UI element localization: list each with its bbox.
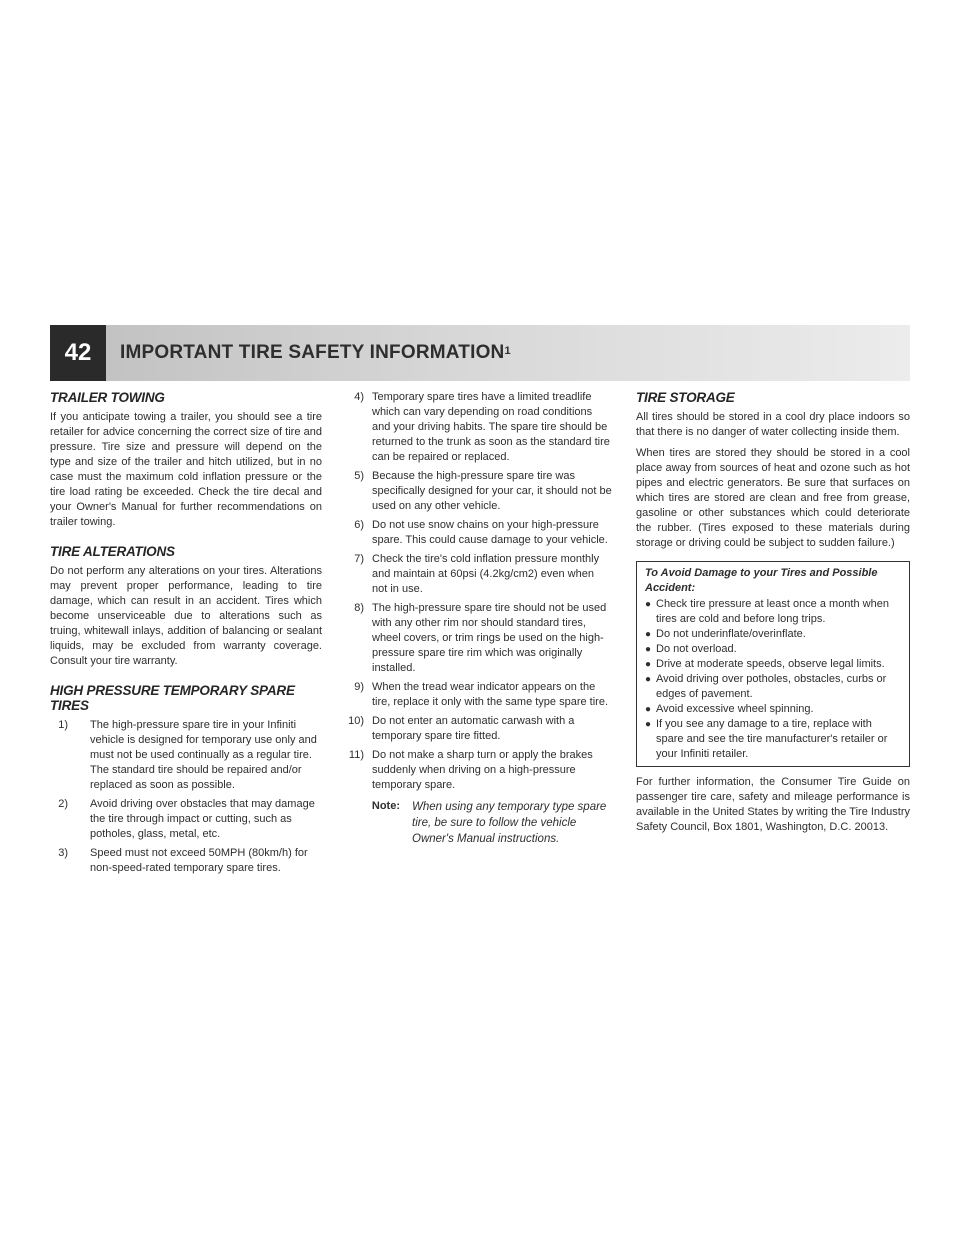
list-item-text: Do not make a sharp turn or apply the brakes suddenly when driving on a high-pressure temporary spare. (372, 749, 593, 791)
warning-item-text: Do not underinflate/overinflate. (656, 628, 806, 640)
page-title (120, 325, 511, 381)
warning-item-text: Avoid driving over potholes, obstacles, curbs or edges of pavement. (656, 673, 887, 700)
list-item-text: Check the tire's cold inflation pressure monthly and maintain at 60psi (4.2kg/cm2) even when not in use. (372, 553, 600, 595)
list-item-text: The high-pressure spare tire in your Infiniti vehicle is designed for temporary use only and must not be used continually as a regular tire. The standard tire should be repaired and/or replaced as soon as possible. (90, 719, 317, 791)
note-text: When using any temporary type spare tire, be sure to follow the vehicle Owner's Manual instructions. (412, 801, 607, 845)
list-item (50, 846, 322, 876)
section-spare-tires (50, 683, 322, 876)
bullet-icon: ● (645, 629, 652, 640)
list-item-number: 10) (348, 715, 364, 727)
column-left (50, 390, 322, 890)
column-middle (342, 390, 612, 847)
list-item-number: 11) (348, 749, 364, 761)
tire-storage-heading: TIRE STORAGE (636, 390, 735, 405)
list-item-text: Do not use snow chains on your high-pressure spare. This could cause damage to your vehicle. (372, 519, 608, 546)
spare-tires-list-part1 (50, 718, 322, 876)
list-item-text: Avoid driving over obstacles that may damage the tire through impact or cutting, such as potholes, glass, metal, etc. (90, 798, 315, 840)
list-item-number: 8) (354, 602, 364, 614)
warning-title: To Avoid Damage to your Tires and Possible Accident: (645, 567, 878, 594)
tire-storage-para1: All tires should be stored in a cool dry place indoors so that there is no danger of water collecting inside them. (636, 411, 910, 438)
bullet-icon: ● (645, 719, 652, 730)
list-item-number: 4) (354, 391, 364, 403)
section-tire-storage (636, 390, 910, 835)
note-label: Note: (371, 800, 400, 812)
list-item (342, 552, 612, 597)
list-item-number: 1) (58, 719, 68, 731)
list-item-text: Temporary spare tires have a limited treadlife which can vary depending on road conditions and your driving habits. The spare tire should be returned to the trunk as soon as the standard tire can be repaired or replaced. (372, 391, 610, 463)
spare-tire-note (342, 799, 612, 847)
list-item (342, 518, 612, 548)
bullet-icon: ● (645, 599, 652, 610)
list-item-text: The high-pressure spare tire should not be used with any other rim nor should standard tires, wheel covers, or trim rings be used on the high-pressure spare tire rim which was originally installed. (372, 602, 607, 674)
warning-item-text: Drive at moderate speeds, observe legal limits. (656, 658, 885, 670)
tire-alterations-body: Do not perform any alterations on your tires. Alterations may prevent proper performance, leading to tire damage, which can result in an accident. Tires which become unserviceable due to alterations such as truing, whitewall inlays, addition of balancing or sealant liquids, may be excluded from warranty coverage. Consult your tire warranty. (50, 565, 322, 667)
list-item (342, 390, 612, 465)
bullet-icon: ● (645, 674, 652, 685)
list-item-number: 2) (58, 798, 68, 810)
section-tire-alterations (50, 544, 322, 669)
list-item (50, 797, 322, 842)
warning-item-text: Do not overload. (656, 643, 737, 655)
tire-storage-para3: For further information, the Consumer Tire Guide on passenger tire care, safety and mileage performance is available in the United States by writing the Tire Industry Safety Council, Box 1801, Washington, D.C. 20013. (636, 776, 910, 833)
column-right (636, 390, 910, 849)
trailer-towing-heading: TRAILER TOWING (50, 390, 165, 405)
list-item (342, 601, 612, 676)
warning-item (645, 627, 901, 642)
page-title-text: IMPORTANT TIRE SAFETY INFORMATION (120, 342, 505, 363)
warning-item-text: Check tire pressure at least once a month when tires are cold and before long trips. (656, 598, 889, 625)
warning-item (645, 717, 901, 762)
list-item (342, 748, 612, 793)
warning-item-text: Avoid excessive wheel spinning. (656, 703, 814, 715)
list-item-number: 5) (354, 470, 364, 482)
warning-item (645, 642, 901, 657)
list-item-text: When the tread wear indicator appears on the tire, replace it only with the same type spare tire. (372, 681, 608, 708)
list-item-text: Because the high-pressure spare tire was specifically designed for your car, it should not be used on any other vehicle. (372, 470, 612, 512)
spare-tires-list-part2 (342, 390, 612, 793)
tire-storage-para2: When tires are stored they should be stored in a cool place away from sources of heat and ozone such as hot pipes and electric generators. Be sure that surfaces on which tires are stored are clean and free from grease, gasoline or other substances which could deteriorate the rubber. (Tires exposed to these materials during storage or driving could be subject to sudden failure.) (636, 447, 910, 549)
page-number: 42 (50, 325, 106, 381)
warning-list (645, 597, 901, 762)
list-item-number: 9) (354, 681, 364, 693)
list-item-number: 6) (354, 519, 364, 531)
list-item (342, 714, 612, 744)
warning-item (645, 702, 901, 717)
bullet-icon: ● (645, 659, 652, 670)
list-item-number: 3) (58, 847, 68, 859)
list-item-text: Do not enter an automatic carwash with a temporary spare tire fitted. (372, 715, 575, 742)
spare-tires-heading: HIGH PRESSURE TEMPORARY SPARE TIRES (50, 683, 295, 713)
list-item (50, 718, 322, 793)
section-trailer-towing (50, 390, 322, 530)
warning-item (645, 657, 901, 672)
warning-item (645, 597, 901, 627)
trailer-towing-body: If you anticipate towing a trailer, you should see a tire retailer for advice concerning the correct size of tire and pressure. Tire size and pressure will depend on the type and size of the trailer and hitch utilized, but in no case must the maximum cold inflation pressure or the tire load rating be exceeded. Check the tire decal and your Owner's Manual for further recommendations on trailer towing. (50, 411, 322, 528)
bullet-icon: ● (645, 704, 652, 715)
warning-box (636, 561, 910, 767)
list-item-number: 7) (354, 553, 364, 565)
tire-alterations-heading: TIRE ALTERATIONS (50, 544, 175, 559)
warning-item (645, 672, 901, 702)
list-item-text: Speed must not exceed 50MPH (80km/h) for non-speed-rated temporary spare tires. (90, 847, 308, 874)
title-superscript: 1 (504, 345, 511, 357)
bullet-icon: ● (645, 644, 652, 655)
list-item (342, 469, 612, 514)
list-item (342, 680, 612, 710)
warning-item-text: If you see any damage to a tire, replace with spare and see the tire manufacturer's retailer or your Infiniti retailer. (656, 718, 888, 760)
